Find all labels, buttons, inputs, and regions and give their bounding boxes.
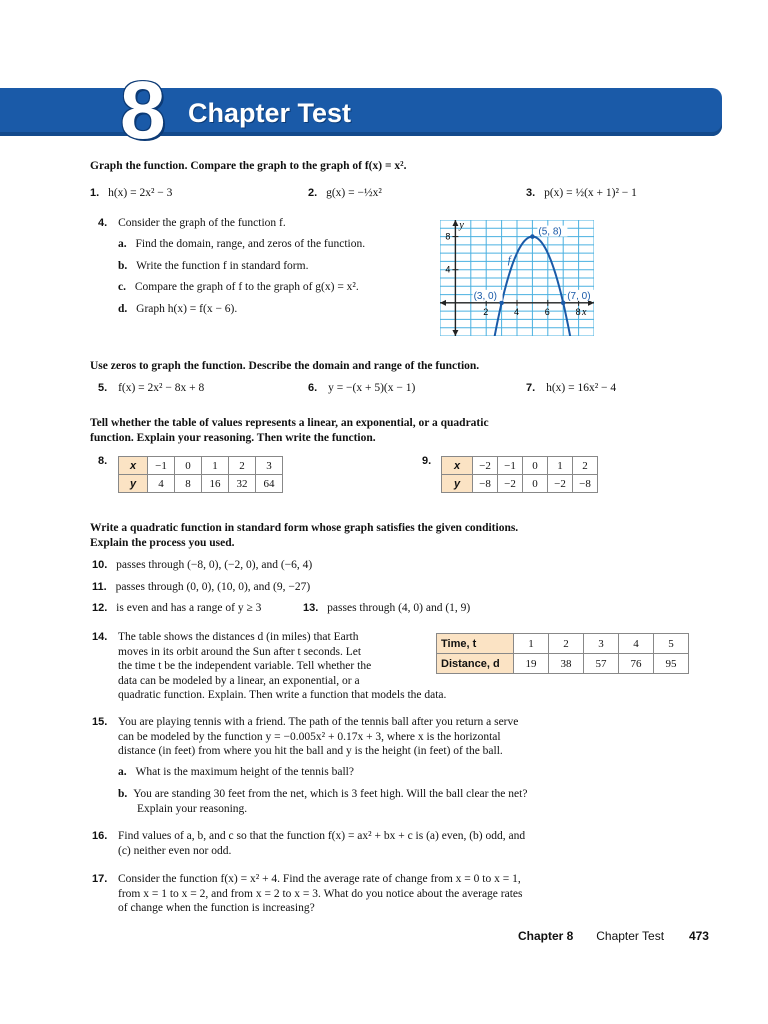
exercise-text: p(x) = ½(x + 1)² − 1 bbox=[544, 187, 637, 199]
section4-instruction-line2: Explain the process you used. bbox=[90, 537, 235, 549]
exercise-text: passes through (−8, 0), (−2, 0), and (−6, 4) bbox=[116, 559, 313, 571]
section4-instruction-line1: Write a quadratic function in standard form whose graph satisfies the given conditions. bbox=[90, 522, 519, 534]
exercise-7 bbox=[526, 382, 616, 394]
exercise-number: 6. bbox=[308, 382, 318, 394]
table-row: y 4 8 16 32 64 bbox=[119, 475, 283, 493]
point-label: (3, 0) bbox=[473, 290, 497, 302]
exercise-text: g(x) = −½x² bbox=[326, 187, 382, 199]
exercise-4 bbox=[98, 217, 286, 229]
point-marker bbox=[561, 301, 566, 306]
values-table-8 bbox=[118, 456, 283, 493]
y-axis-arrow-up bbox=[452, 220, 458, 226]
exercise-4-part-c: c. Compare the graph of f to the graph of g(x) = x². bbox=[118, 281, 359, 293]
exercise-15-part-a: a. What is the maximum height of the tennis ball? bbox=[118, 766, 354, 778]
exercise-number: 7. bbox=[526, 382, 536, 394]
exercise-17-text: Consider the function f(x) = x² + 4. Find the average rate of change from x = 0 to x = 1, from x = 1 to x = 2, and from x = 2 to x = 3. What do you notice about the average rates of change when the function is increasing? bbox=[118, 873, 523, 914]
exercise-number: 2. bbox=[308, 187, 318, 199]
exercise-2 bbox=[308, 187, 382, 199]
exercise-number: 11. bbox=[92, 581, 107, 593]
y-axis-label: y bbox=[459, 220, 464, 231]
exercise-14-number: 14. bbox=[92, 631, 108, 643]
exercise-3 bbox=[526, 187, 637, 199]
exercise-1 bbox=[90, 187, 172, 199]
table-row: y −8 −2 0 −2 −8 bbox=[442, 475, 598, 493]
y-tick-label: 8 bbox=[445, 231, 451, 242]
exercise-10 bbox=[92, 559, 312, 571]
exercise-12 bbox=[92, 602, 261, 614]
exercise-16-text: Find values of a, b, and c so that the function f(x) = ax² + bx + c is (a) even, (b) odd, and (c) neither even nor odd. bbox=[118, 830, 526, 857]
page-number: 473 bbox=[688, 929, 709, 943]
exercise-15-text: You are playing tennis with a friend. The path of the tennis ball after you return a serve can be modeled by the function y = −0.005x² + 0.17x + 3, where x is the horizontal distance (in feet) from where you hit the ball and y is the height (in feet) of the ball. bbox=[118, 716, 519, 757]
table-row: x −2 −1 0 1 2 bbox=[442, 457, 598, 475]
chapter-banner bbox=[0, 88, 722, 136]
exercise-11 bbox=[92, 581, 310, 593]
y-axis-arrow-down bbox=[452, 330, 458, 336]
x-axis-arrow-left bbox=[440, 300, 446, 306]
footer-title: Chapter Test bbox=[596, 929, 665, 943]
exercise-text: h(x) = 16x² − 4 bbox=[546, 382, 617, 394]
exercise-text: passes through (0, 0), (10, 0), and (9, −27) bbox=[115, 581, 311, 593]
exercise-text: h(x) = 2x² − 3 bbox=[108, 187, 173, 199]
exercise-4-part-b: b. Write the function f in standard form. bbox=[118, 260, 309, 272]
section3-instruction-line1: Tell whether the table of values represents a linear, an exponential, or a quadratic bbox=[90, 417, 489, 429]
exercise-16-number: 16. bbox=[92, 830, 108, 842]
x-tick-label: 2 bbox=[483, 306, 489, 317]
y-tick-label: 4 bbox=[445, 264, 451, 275]
exercise-4-part-d: d. Graph h(x) = f(x − 6). bbox=[118, 303, 238, 315]
exercise-number: 4. bbox=[98, 217, 108, 229]
orbit-table bbox=[436, 633, 689, 674]
values-table-9 bbox=[441, 456, 598, 493]
curve-label: f bbox=[507, 254, 511, 267]
exercise-8-number: 8. bbox=[98, 455, 108, 467]
x-tick-label: 8 bbox=[575, 306, 581, 317]
point-marker bbox=[499, 301, 504, 306]
exercise-text: Consider the graph of the function f. bbox=[118, 217, 286, 229]
exercise-number: 1. bbox=[90, 187, 100, 199]
exercise-text: passes through (4, 0) and (1, 9) bbox=[327, 602, 471, 614]
x-tick-label: 4 bbox=[514, 306, 520, 317]
exercise-17-number: 17. bbox=[92, 873, 108, 885]
point-label: (5, 8) bbox=[538, 226, 562, 238]
exercise-14-text: The table shows the distances d (in miles) that Earth moves in its orbit around the Sun after t seconds. Let the time t be the independent variable. Tell whether the data can be modeled by a linear, an exponential, or a quadratic function. Explain. Then write a function that models the data. bbox=[118, 631, 447, 701]
exercise-4-part-a: a. Find the domain, range, and zeros of the function. bbox=[118, 238, 366, 250]
exercise-number: 13. bbox=[303, 602, 319, 614]
section3-instruction-line2: function. Explain your reasoning. Then write the function. bbox=[90, 432, 376, 444]
table-row: x −1 0 1 2 3 bbox=[119, 457, 283, 475]
exercise-number: 12. bbox=[92, 602, 108, 614]
chapter-title: Chapter Test bbox=[188, 98, 352, 128]
exercise-number: 5. bbox=[98, 382, 108, 394]
exercise-15-part-b: b. You are standing 30 feet from the net, which is 3 feet high. Will the ball clear the net? Explain your reasoning. bbox=[118, 788, 528, 815]
exercise-5 bbox=[98, 382, 204, 394]
exercise-6 bbox=[308, 382, 415, 394]
exercise-number: 10. bbox=[92, 559, 108, 571]
point-label: (7, 0) bbox=[567, 290, 591, 302]
section1-instruction: Graph the function. Compare the graph to the graph of f(x) = x². bbox=[90, 160, 407, 172]
graph-grid bbox=[440, 220, 594, 336]
x-tick-label: 6 bbox=[544, 306, 550, 317]
page-footer bbox=[518, 929, 709, 943]
exercise-13 bbox=[303, 602, 470, 614]
exercise-number: 3. bbox=[526, 187, 536, 199]
footer-chapter: Chapter 8 bbox=[518, 929, 574, 943]
exercise-text: f(x) = 2x² − 8x + 8 bbox=[118, 382, 205, 394]
exercise-9-number: 9. bbox=[422, 455, 432, 467]
section2-instruction: Use zeros to graph the function. Describe the domain and range of the function. bbox=[90, 360, 480, 372]
table-row: Distance, d 19 38 57 76 95 bbox=[437, 654, 689, 674]
exercise-text: is even and has a range of y ≥ 3 bbox=[116, 602, 262, 614]
function-graph bbox=[440, 220, 594, 336]
exercise-text: y = −(x + 5)(x − 1) bbox=[328, 382, 416, 394]
x-axis-label: x bbox=[582, 306, 587, 318]
point-marker bbox=[530, 234, 535, 239]
exercise-15-number: 15. bbox=[92, 716, 108, 728]
table-row: Time, t 1 2 3 4 5 bbox=[437, 634, 689, 654]
chapter-number: 8 bbox=[120, 65, 166, 156]
